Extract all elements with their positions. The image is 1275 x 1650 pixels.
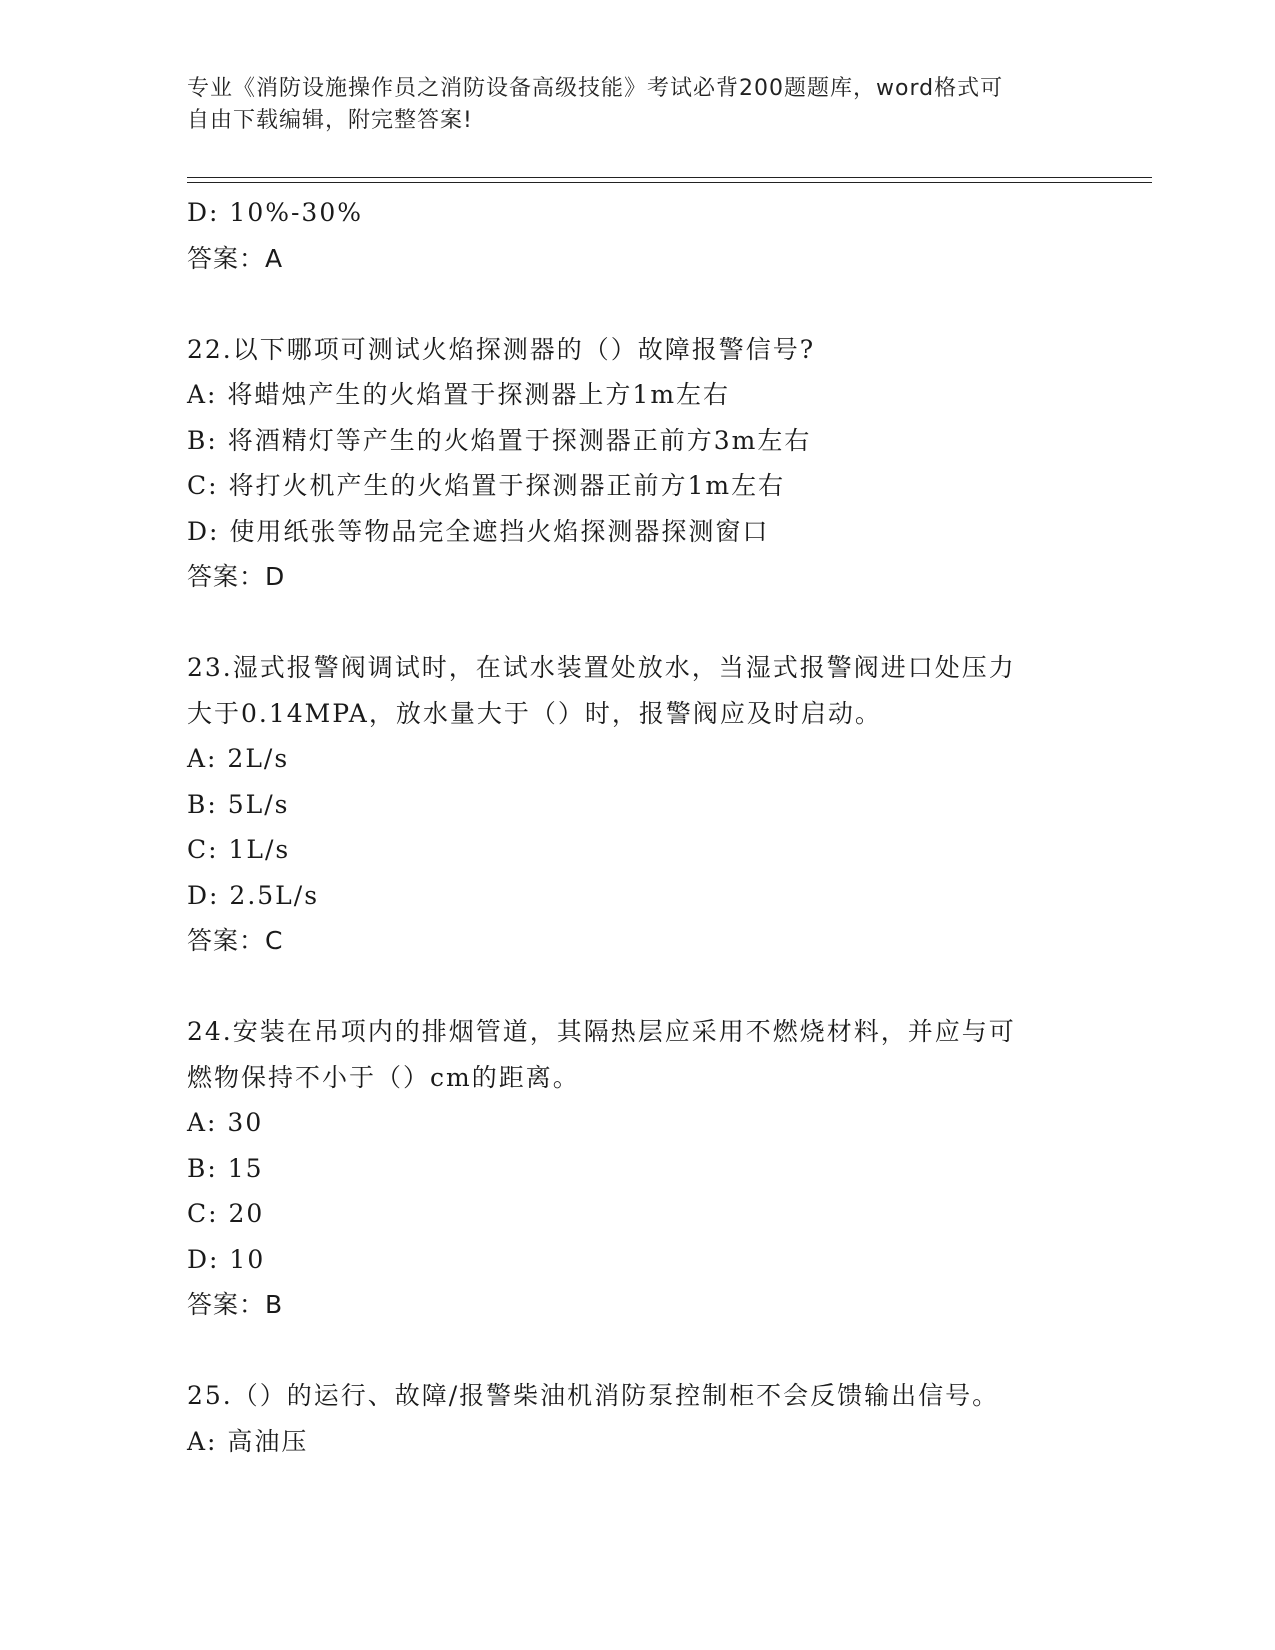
question-23 [187,645,1087,964]
header-line-2: 自由下载编辑，附完整答案! [187,108,473,133]
header-divider-top [187,177,1152,178]
document-header [187,73,1067,137]
option-b: B: 将酒精灯等产生的火焰置于探测器正前方3m左右 [187,425,812,455]
question-stem: 24.安装在吊项内的排烟管道，其隔热层应采用不燃烧材料，并应与可 [187,1017,1016,1046]
question-stem: 22.以下哪项可测试火焰探测器的（）故障报警信号? [187,334,816,364]
option-c: C: 1L/s [187,835,291,864]
question-22 [187,327,1087,600]
option-b: B: 5L/s [187,789,290,819]
question-stem-continued: 大于0.14MPA，放水量大于（）时，报警阀应及时启动。 [187,698,882,728]
question-24 [187,1009,1087,1328]
answer-line: 答案：C [187,926,284,955]
option-a: A: 2L/s [187,744,290,773]
question-stem: 25.（）的运行、故障/报警柴油机消防泵控制柜不会反馈输出信号。 [187,1381,1000,1410]
spacer [187,1328,1087,1374]
option-a: A: 高油压 [187,1426,309,1456]
header-line-1: 专业《消防设施操作员之消防设备高级技能》考试必背200题题库，word格式可 [187,76,1004,101]
option-a: A: 30 [187,1108,264,1137]
answer-line: 答案：D [187,562,286,591]
option-d: D: 10 [187,1244,266,1274]
option-d: D: 2.5L/s [187,880,320,910]
option-d: D: 10%-30% [187,198,363,227]
question-stem-continued: 燃物保持不小于（）cm的距离。 [187,1062,580,1092]
option-c: C: 将打火机产生的火焰置于探测器正前方1m左右 [187,471,786,500]
answer-line: 答案：A [187,243,284,273]
option-b: B: 15 [187,1153,264,1183]
option-a: A: 将蜡烛产生的火焰置于探测器上方1m左右 [187,380,731,409]
question-25 [187,1373,1087,1464]
question-list [187,190,1087,1464]
spacer [187,600,1087,646]
header-divider-bottom [187,182,1152,183]
option-d: D: 使用纸张等物品完全遮挡火焰探测器探测窗口 [187,516,770,546]
question-stem: 23.湿式报警阀调试时，在试水装置处放水，当湿式报警阀进口处压力 [187,653,1016,682]
answer-line: 答案：B [187,1290,284,1319]
spacer [187,281,1087,327]
spacer [187,964,1087,1010]
option-c: C: 20 [187,1199,265,1228]
